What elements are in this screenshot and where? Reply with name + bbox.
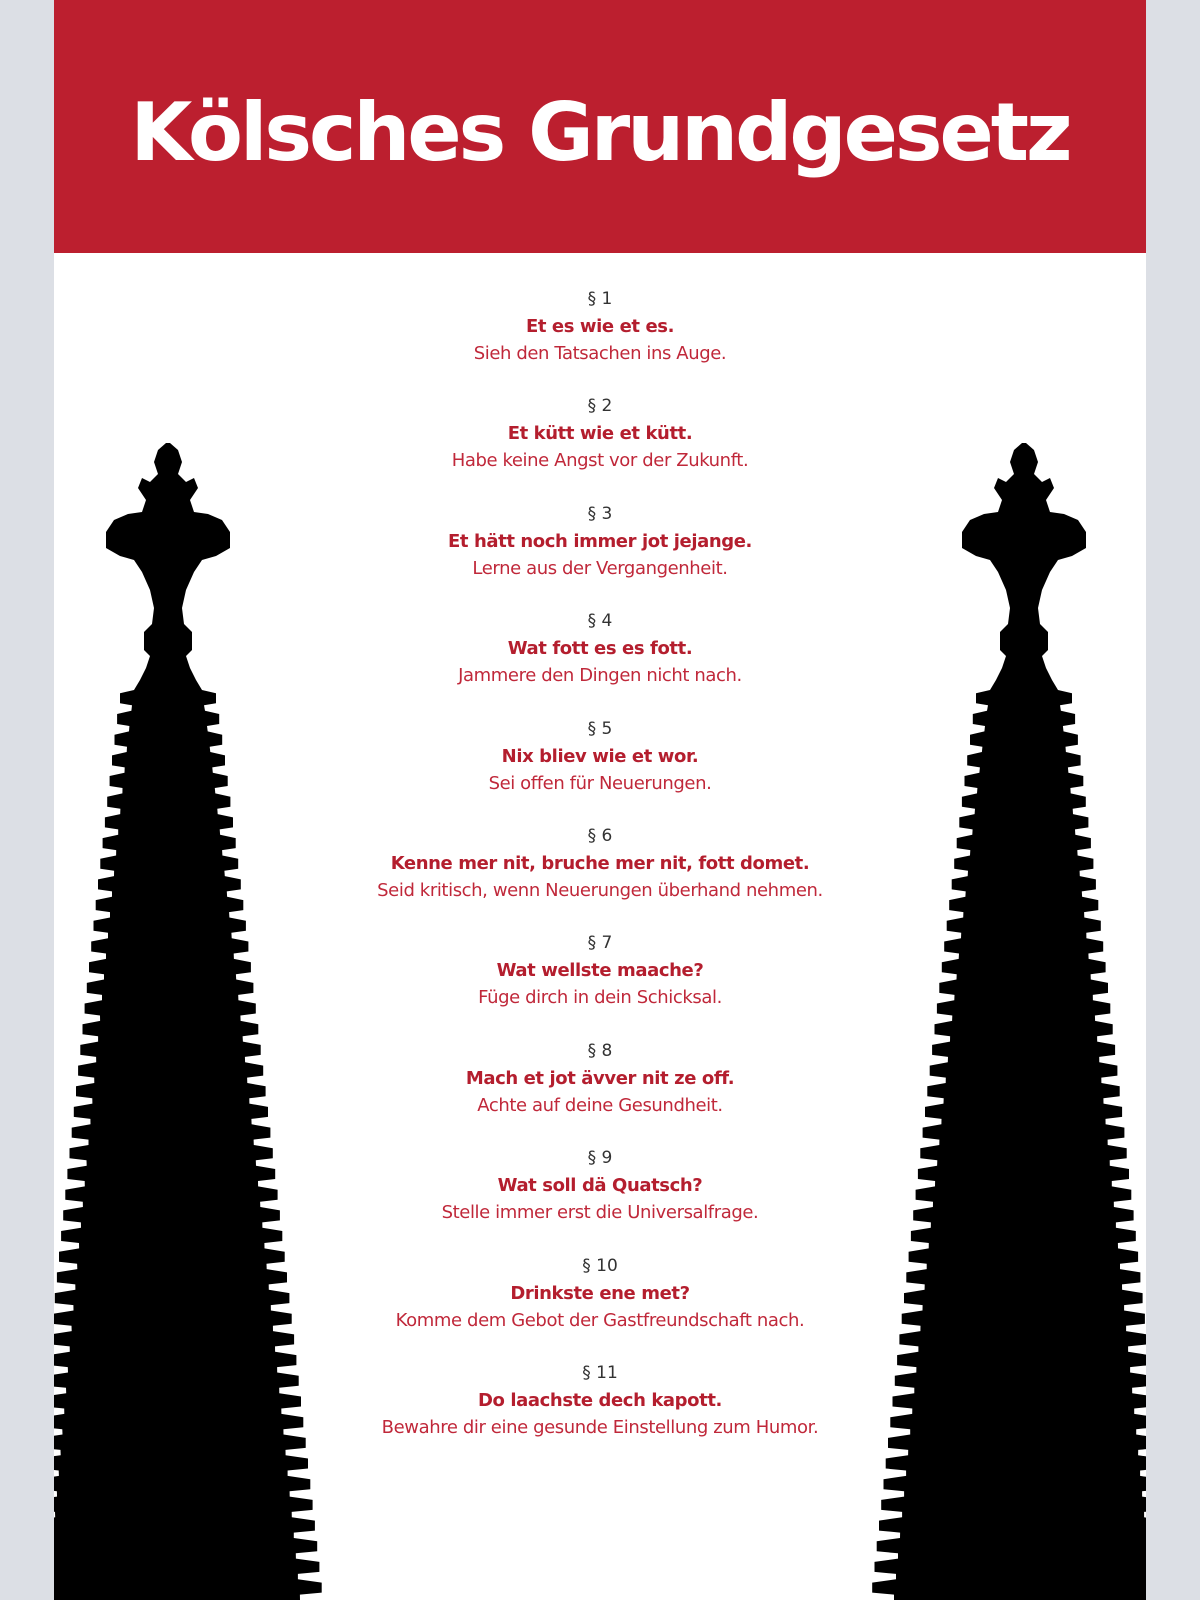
law-number: § 11 [582,1362,618,1383]
law-german-translation: Stelle immer erst die Universalfrage. [441,1202,759,1224]
law-german-translation: Habe keine Angst vor der Zukunft. [451,450,749,472]
law-koelsch-text: Do laachste dech kapott. [478,1389,722,1411]
law-number: § 4 [587,611,613,632]
law-item [300,716,900,823]
poster [54,0,1146,1600]
law-number: § 3 [587,503,613,524]
law-item [300,1145,900,1252]
law-german-translation: Jammere den Dingen nicht nach. [458,665,742,687]
law-german-translation: Sei offen für Neuerungen. [488,772,712,794]
law-koelsch-text: Wat soll dä Quatsch? [497,1175,703,1197]
law-german-translation: Lerne aus der Vergangenheit. [472,557,728,579]
law-number: § 6 [587,825,613,846]
law-number: § 7 [587,933,613,954]
law-koelsch-text: Drinkste ene met? [510,1282,690,1304]
law-number: § 5 [587,718,613,739]
law-number: § 9 [587,1148,613,1169]
law-item [300,393,900,500]
law-item [300,286,900,393]
law-number: § 1 [587,289,613,309]
law-number: § 2 [587,396,613,417]
left-spire-silhouette [54,443,322,1600]
law-item [300,930,900,1037]
law-koelsch-text: Kenne mer nit, bruche mer nit, fott domet. [390,852,810,874]
law-koelsch-text: Et es wie et es. [525,316,675,337]
law-list [300,286,900,1467]
law-german-translation: Sieh den Tatsachen ins Auge. [473,343,727,364]
law-number: § 8 [587,1040,613,1061]
law-german-translation: Komme dem Gebot der Gastfreundschaft nach. [395,1309,805,1331]
law-number: § 10 [582,1255,618,1276]
law-koelsch-text: Et kütt wie et kütt. [507,423,693,445]
right-spire-silhouette [872,443,1146,1600]
law-german-translation: Achte auf deine Gesundheit. [477,1094,723,1116]
law-item [300,1360,900,1467]
law-german-translation: Bewahre dir eine gesunde Einstellung zum Humor. [381,1416,819,1438]
law-german-translation: Füge dirch in dein Schicksal. [478,987,722,1009]
page-title: Kölsches Grundgesetz [130,86,1070,179]
law-item [300,1253,900,1360]
law-koelsch-text: Wat wellste maache? [496,960,704,982]
law-koelsch-text: Et hätt noch immer jot jejange. [447,530,752,552]
law-item [300,1038,900,1145]
law-item [300,608,900,715]
law-koelsch-text: Nix bliev wie et wor. [501,745,699,767]
law-koelsch-text: Wat fott es es fott. [507,638,693,660]
law-item [300,501,900,608]
law-item [300,823,900,930]
law-koelsch-text: Mach et jot ävver nit ze off. [465,1067,735,1089]
law-german-translation: Seid kritisch, wenn Neuerungen überhand nehmen. [377,879,823,901]
